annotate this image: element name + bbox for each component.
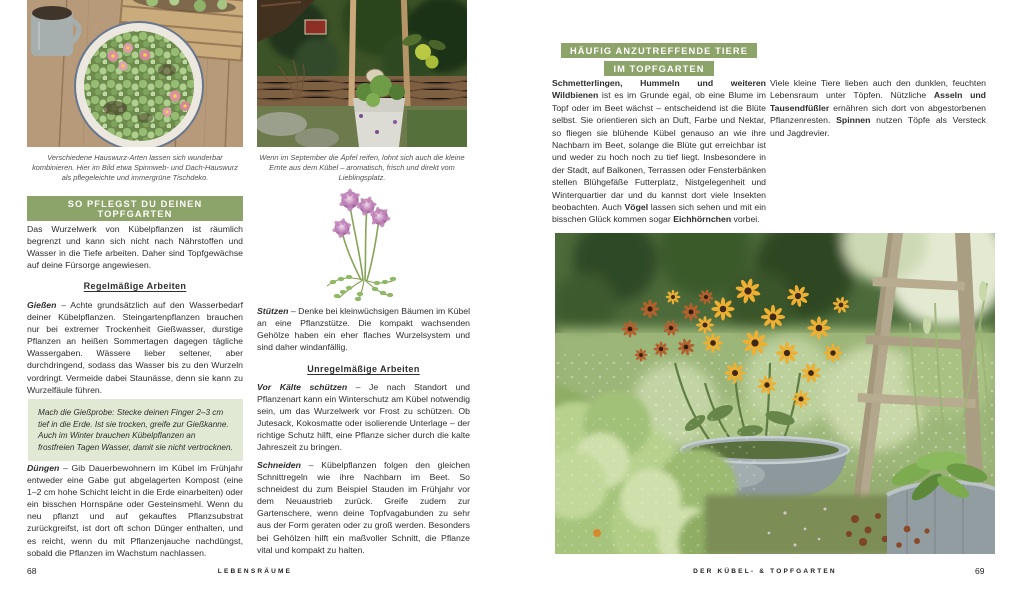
care-section-header-bar: SO PFLEGST DU DEINEN TOPFGARTEN — [27, 196, 243, 221]
paragraph-duengen: Düngen – Gib Dauerbewohnern im Kübel im Frühjahr entweder eine Gabe gut abgelagerten Kompost (eine 1–2 cm hohe Schicht leicht in die Erde einarbeiten) oder ein bisschen Hornspäne oder Gesteinsmehl. Wenn du neu pflanzt und auf gekauftes Pflanzsubstrat zurückgreifst, ist dort oft schon Dünger enthalten, und es reicht, wenn du mit Pflanzenjauche nachdüngst, sobald die Pflanzen im Wachstum nachlassen. — [27, 463, 243, 558]
intro-paragraph: Das Wurzelwerk von Kübelpflanzen ist räumlich begrenzt und kann sich nicht nach Nährstoffen und Wasser in die Tiefe arbeiten. Daher sind Topfgewächse auf deine Fürsorge angewiesen. — [27, 224, 243, 271]
paragraph-giessen: Gießen – Achte grundsätzlich auf den Wasserbedarf deiner Kübelpflanzen. Steingartenpflanzen brauchen nur bei extremer Trockenheit Gießwasser, durstige Pflanzen an heißen Sommertagen dagegen tägliche Wassergaben. Wässere lieber seltener, aber durchdringend, sodass das Wasser bis zu den Wurzeln vordringt. Vermeide dabei Staunässe, denn sie kann zu Wurzelfäule führen. — [27, 300, 243, 395]
animals-header-line1: HÄUFIG ANZUTREFFENDE TIERE — [561, 43, 757, 58]
animals-paragraph-left: Schmetterlingen, Hummeln und weiteren Wildbienen ist es im Grunde egal, ob eine Blume im Topf oder im Beet wächst – entscheidend ist die Blüte selbst. Sie orientieren sich an Duft, Farbe und Nektar, so fliegen sie blühende Kübel genauso an wie ihre Nachbarn im Beet, solange die Blüte gut erreichbar ist und weder zu hoch noch zu tief liegt. Insbesondere in der Stadt, auf Balkonen, Terrassen oder Fensterbänken stellen Blühgefäße Futterplatz, Nistgelegenheit und Winterquartier dar und du kannst dort viele Insekten beobachten. Auch Vögel lassen sich sehen und mit ein bisschen Glück kommen sogar Eichhörnchen vorbei. — [552, 78, 766, 225]
photo-garden-tubs — [555, 233, 995, 554]
chapter-title-right: DER KÜBEL- & TOPFGARTEN — [693, 568, 837, 575]
garden-tubs-photo-graphic — [555, 233, 995, 554]
flower-illustration — [303, 176, 423, 302]
paragraph-stuetzen: Stützen – Denke bei kleinwüchsigen Bäumen im Kübel an eine Pflanzstütze. Die kompakt wachsenden Gehölze haben ein eher flaches Wurzelsystem und sind daher windanfällig. — [257, 306, 470, 353]
heading-irregular-tasks: Unregelmäßige Arbeiten — [307, 364, 420, 374]
photo-succulents — [27, 0, 243, 147]
animals-paragraph-right: Viele kleine Tiere lieben auch den dunklen, feuchten Lebensraum unter Töpfen. Nützliche Asseln und Tausendfüßler ernähren sich dort von abgestorbenen Pflanzenresten. Spinnen nutzen Töpfe als Versteck und Jagdrevier. — [770, 78, 986, 138]
succulents-photo-graphic — [27, 0, 243, 147]
pink-clover-illustration-graphic — [303, 176, 423, 302]
page-number-left: 68 — [27, 566, 37, 576]
photo-apple-tree — [257, 0, 467, 147]
animals-header-line2: IM TOPFGARTEN — [604, 61, 713, 76]
photo2-caption: Wenn im September die Äpfel reifen, lohnt sich auch die kleine Ernte aus dem Kübel – aromatisch, frisch und direkt vom Lieblingsplatz. — [259, 153, 465, 182]
tip-box: Mach die Gießprobe: Stecke deinen Finger 2–3 cm tief in die Erde. Ist sie trocken, greife zur Gießkanne. Auch im Winter brauchen Kübelpflanzen an frostfreien Tagen Wasser, damit sie nicht vertrocknen. — [28, 399, 243, 461]
chapter-title-left: LEBENSRÄUME — [217, 568, 293, 575]
heading-regular-tasks: Regelmäßige Arbeiten — [83, 281, 187, 291]
photo1-caption: Verschiedene Hauswurz-Arten lassen sich wunderbar kombinieren. Hier im Bild etwa Spinnweb- und Dach-Hauswurz als pflegeleichte und immergrüne Tischdeko. — [32, 153, 238, 182]
apple-garden-photo-graphic — [257, 0, 467, 147]
animals-section-header — [552, 41, 766, 77]
page-number-right: 69 — [975, 566, 985, 576]
paragraph-kaelte: Vor Kälte schützen – Je nach Standort und Pflanzenart kann ein Winterschutz am Kübel notwendig sein, um das Wurzelwerk vor Frost zu schützen. Ob Jutesack, Kokosmatte oder isolierende Unterlage – der richtige Schutz hilft, eine Pflanze sicher durch die kalte Jahreszeit zu bringen. — [257, 382, 471, 453]
care-section-header — [27, 196, 243, 222]
paragraph-schneiden: Schneiden – Kübelpflanzen folgen den gleichen Schnittregeln wie ihre Nachbarn im Beet. So schneidest du zum Beispiel Stauden im Frühjahr vor dem Neuaustrieb zurück. Greife zudem zur Gartenschere, wenn deine Topfvagabunden zu sehr aus der Form geraten oder zu groß werden. Besonders bei Gehölzen hilft ein maßvoller Schnitt, die Pflanze vital und kompakt zu halten. — [257, 460, 470, 555]
